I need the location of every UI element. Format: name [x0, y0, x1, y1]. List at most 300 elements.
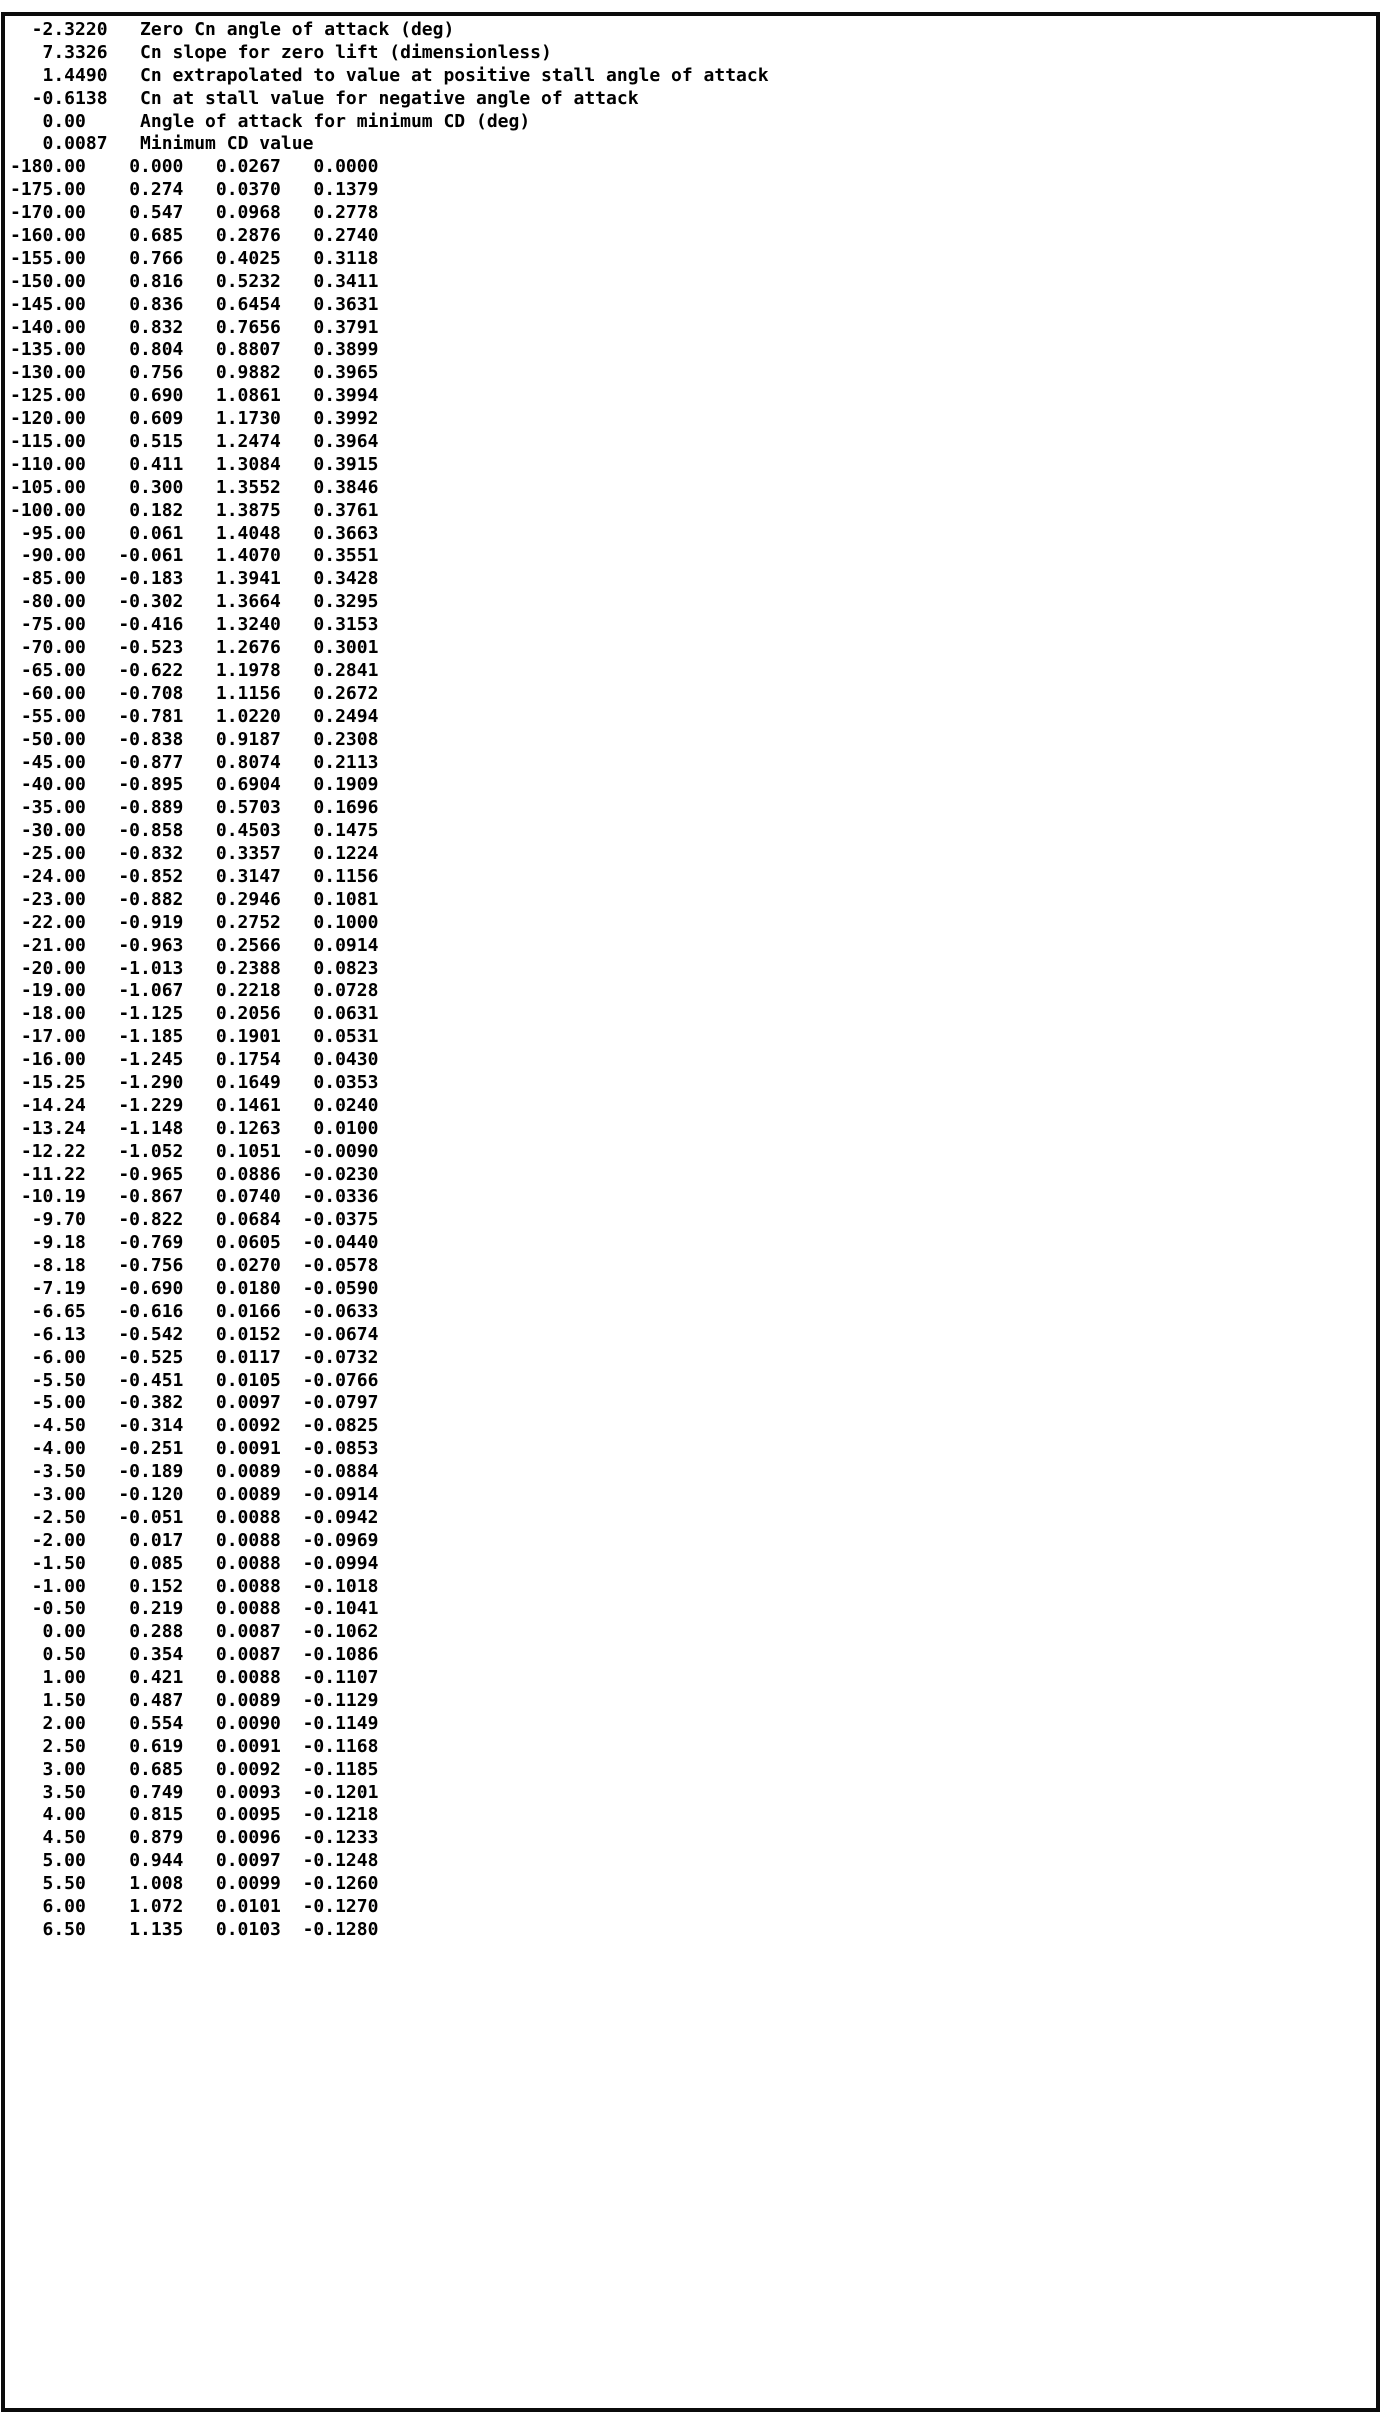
- cd-cell: 0.0087: [215, 1621, 281, 1643]
- cd-cell: 0.1649: [215, 1071, 281, 1093]
- angle-of-attack-cell: -35.00: [20, 797, 86, 819]
- angle-of-attack-cell: -20.00: [20, 957, 86, 979]
- angle-of-attack-cell: -130.00: [10, 362, 86, 384]
- cm-cell: 0.3791: [313, 316, 379, 338]
- table-row: [10, 1232, 1376, 1255]
- cd-cell: 0.0088: [215, 1598, 281, 1620]
- cd-cell: 0.0087: [215, 1644, 281, 1666]
- table-row: [10, 317, 1376, 340]
- table-row: [10, 1896, 1376, 1919]
- cm-cell: 0.3631: [313, 293, 379, 315]
- table-row: [10, 1644, 1376, 1667]
- table-row: [10, 797, 1376, 820]
- table-row: [10, 1438, 1376, 1461]
- header-param-value: 7.3326: [10, 41, 108, 63]
- table-row: [10, 1461, 1376, 1484]
- cm-cell: -0.0090: [302, 1140, 379, 1162]
- cl-cell: -0.858: [118, 820, 184, 842]
- cl-cell: 0.061: [129, 522, 184, 544]
- cd-cell: 0.2566: [215, 934, 281, 956]
- cl-cell: 0.515: [129, 431, 184, 453]
- cd-cell: 0.0099: [215, 1873, 281, 1895]
- table-row: [10, 1576, 1376, 1599]
- table-row: [10, 362, 1376, 385]
- cl-cell: -1.245: [118, 1049, 184, 1071]
- cl-cell: -0.183: [118, 568, 184, 590]
- cd-cell: 0.0097: [215, 1850, 281, 1872]
- header-param-description: Cn at stall value for negative angle of attack: [140, 87, 639, 109]
- angle-of-attack-cell: -11.22: [20, 1163, 86, 1185]
- cm-cell: 0.3153: [313, 614, 379, 636]
- cl-cell: 0.554: [129, 1712, 184, 1734]
- table-row: [10, 408, 1376, 431]
- angle-of-attack-cell: -75.00: [20, 614, 86, 636]
- cm-cell: 0.2672: [313, 682, 379, 704]
- cm-cell: 0.1379: [313, 179, 379, 201]
- angle-of-attack-cell: -100.00: [10, 499, 86, 521]
- table-row: [10, 1209, 1376, 1232]
- angle-of-attack-cell: 2.50: [42, 1735, 86, 1757]
- cd-cell: 0.2056: [215, 1003, 281, 1025]
- angle-of-attack-cell: -175.00: [10, 179, 86, 201]
- header-param-line: [10, 133, 1376, 156]
- angle-of-attack-cell: 6.00: [42, 1896, 86, 1918]
- table-row: [10, 1072, 1376, 1095]
- angle-of-attack-cell: -14.24: [20, 1094, 86, 1116]
- cm-cell: -0.0797: [302, 1392, 379, 1414]
- cm-cell: 0.3001: [313, 637, 379, 659]
- cm-cell: -0.0884: [302, 1461, 379, 1483]
- cd-cell: 1.0861: [215, 385, 281, 407]
- cd-cell: 0.0091: [215, 1438, 281, 1460]
- angle-of-attack-cell: -80.00: [20, 591, 86, 613]
- angle-of-attack-cell: -13.24: [20, 1117, 86, 1139]
- table-row: [10, 866, 1376, 889]
- cm-cell: -0.0994: [302, 1552, 379, 1574]
- cm-cell: 0.3964: [313, 431, 379, 453]
- cd-cell: 0.1461: [215, 1094, 281, 1116]
- table-row: [10, 454, 1376, 477]
- cm-cell: 0.1909: [313, 774, 379, 796]
- cm-cell: -0.0578: [302, 1255, 379, 1277]
- cm-cell: 0.2841: [313, 659, 379, 681]
- cl-cell: 1.072: [129, 1896, 184, 1918]
- cl-cell: -0.877: [118, 751, 184, 773]
- cm-cell: -0.1107: [302, 1667, 379, 1689]
- cd-cell: 0.3147: [215, 865, 281, 887]
- cl-cell: -0.867: [118, 1186, 184, 1208]
- cl-cell: 0.182: [129, 499, 184, 521]
- table-row: [10, 1804, 1376, 1827]
- table-row: [10, 1919, 1376, 1942]
- header-param-value: -2.3220: [10, 19, 108, 40]
- cl-cell: 0.274: [129, 179, 184, 201]
- header-param-line: [10, 42, 1376, 65]
- cm-cell: 0.3846: [313, 476, 379, 498]
- cl-cell: -1.125: [118, 1003, 184, 1025]
- cl-cell: -0.781: [118, 705, 184, 727]
- cl-cell: -0.542: [118, 1323, 184, 1345]
- cl-cell: 0.017: [129, 1529, 184, 1551]
- table-row: [10, 1827, 1376, 1850]
- cm-cell: 0.2308: [313, 728, 379, 750]
- angle-of-attack-cell: -22.00: [20, 911, 86, 933]
- cm-cell: 0.0000: [313, 156, 379, 178]
- cd-cell: 0.0091: [215, 1735, 281, 1757]
- cd-cell: 0.0089: [215, 1461, 281, 1483]
- cl-cell: -0.708: [118, 682, 184, 704]
- cm-cell: -0.0914: [302, 1484, 379, 1505]
- table-row: [10, 1667, 1376, 1690]
- angle-of-attack-cell: -25.00: [20, 843, 86, 865]
- angle-of-attack-cell: -4.00: [31, 1438, 86, 1460]
- angle-of-attack-cell: -6.00: [31, 1346, 86, 1368]
- header-param-line: [10, 19, 1376, 42]
- cl-cell: -1.052: [118, 1140, 184, 1162]
- angle-of-attack-cell: -19.00: [20, 980, 86, 1002]
- cm-cell: -0.0375: [302, 1209, 379, 1231]
- cm-cell: -0.1149: [302, 1712, 379, 1734]
- angle-of-attack-cell: -17.00: [20, 1026, 86, 1048]
- cm-cell: 0.2740: [313, 225, 379, 247]
- table-row: [10, 1003, 1376, 1026]
- cd-cell: 0.0089: [215, 1690, 281, 1712]
- table-row: [10, 889, 1376, 912]
- cl-cell: -0.314: [118, 1415, 184, 1437]
- cm-cell: 0.1224: [313, 843, 379, 865]
- table-row: [10, 568, 1376, 591]
- table-row: [10, 1484, 1376, 1507]
- header-param-value: 0.0087: [10, 133, 108, 155]
- angle-of-attack-cell: 5.00: [42, 1850, 86, 1872]
- header-param-value: -0.6138: [10, 87, 108, 109]
- cl-cell: -0.622: [118, 659, 184, 681]
- cm-cell: -0.0674: [302, 1323, 379, 1345]
- cd-cell: 0.0092: [215, 1415, 281, 1437]
- table-row: [10, 1278, 1376, 1301]
- angle-of-attack-cell: -115.00: [10, 431, 86, 453]
- cl-cell: -0.756: [118, 1255, 184, 1277]
- cl-cell: -0.120: [118, 1484, 184, 1505]
- angle-of-attack-cell: -145.00: [10, 293, 86, 315]
- cd-cell: 0.1263: [215, 1117, 281, 1139]
- header-param-line: [10, 88, 1376, 111]
- cl-cell: -0.382: [118, 1392, 184, 1414]
- table-row: [10, 1690, 1376, 1713]
- cd-cell: 0.0090: [215, 1712, 281, 1734]
- cl-cell: -0.832: [118, 843, 184, 865]
- table-row: [10, 637, 1376, 660]
- cm-cell: 0.1696: [313, 797, 379, 819]
- angle-of-attack-cell: -60.00: [20, 682, 86, 704]
- cd-cell: 0.2388: [215, 957, 281, 979]
- header-param-description: Zero Cn angle of attack (deg): [140, 19, 455, 40]
- cd-cell: 0.0740: [215, 1186, 281, 1208]
- cm-cell: -0.1062: [302, 1621, 379, 1643]
- table-row: [10, 1598, 1376, 1621]
- table-row: [10, 706, 1376, 729]
- cd-cell: 0.0968: [215, 202, 281, 224]
- cl-cell: -1.229: [118, 1094, 184, 1116]
- table-row: [10, 1049, 1376, 1072]
- cl-cell: 0.421: [129, 1667, 184, 1689]
- cd-cell: 1.3664: [215, 591, 281, 613]
- cl-cell: 0.219: [129, 1598, 184, 1620]
- cl-cell: -1.067: [118, 980, 184, 1002]
- table-row: [10, 1347, 1376, 1370]
- cm-cell: -0.0825: [302, 1415, 379, 1437]
- cd-cell: 0.0166: [215, 1300, 281, 1322]
- cm-cell: -0.1018: [302, 1575, 379, 1597]
- angle-of-attack-cell: -18.00: [20, 1003, 86, 1025]
- cm-cell: 0.3992: [313, 408, 379, 430]
- cd-cell: 0.0089: [215, 1484, 281, 1505]
- cd-cell: 0.0092: [215, 1758, 281, 1780]
- table-row: [10, 1759, 1376, 1782]
- angle-of-attack-cell: -55.00: [20, 705, 86, 727]
- cd-cell: 0.0096: [215, 1827, 281, 1849]
- table-row: [10, 431, 1376, 454]
- cd-cell: 0.2218: [215, 980, 281, 1002]
- cl-cell: 0.288: [129, 1621, 184, 1643]
- table-row: [10, 202, 1376, 225]
- cl-cell: 0.685: [129, 1758, 184, 1780]
- cl-cell: -0.882: [118, 888, 184, 910]
- cm-cell: -0.0590: [302, 1277, 379, 1299]
- table-row: [10, 477, 1376, 500]
- cd-cell: 0.1901: [215, 1026, 281, 1048]
- table-row: [10, 729, 1376, 752]
- cm-cell: -0.1270: [302, 1896, 379, 1918]
- cl-cell: -0.852: [118, 865, 184, 887]
- cd-cell: 1.1978: [215, 659, 281, 681]
- cm-cell: 0.0353: [313, 1071, 379, 1093]
- cd-cell: 0.0103: [215, 1918, 281, 1940]
- cd-cell: 0.0267: [215, 156, 281, 178]
- cl-cell: 0.816: [129, 270, 184, 292]
- cd-cell: 0.5232: [215, 270, 281, 292]
- cd-cell: 0.0088: [215, 1552, 281, 1574]
- header-param-value: 0.00: [10, 110, 86, 132]
- cm-cell: -0.1041: [302, 1598, 379, 1620]
- cm-cell: 0.0531: [313, 1026, 379, 1048]
- cl-cell: 0.804: [129, 339, 184, 361]
- header-param-description: Cn extrapolated to value at positive stall angle of attack: [140, 64, 769, 86]
- cm-cell: 0.0430: [313, 1049, 379, 1071]
- cm-cell: 0.0728: [313, 980, 379, 1002]
- angle-of-attack-cell: -30.00: [20, 820, 86, 842]
- cm-cell: 0.3663: [313, 522, 379, 544]
- angle-of-attack-cell: -12.22: [20, 1140, 86, 1162]
- table-row: [10, 1415, 1376, 1438]
- cm-cell: 0.3295: [313, 591, 379, 613]
- cd-cell: 0.4503: [215, 820, 281, 842]
- angle-of-attack-cell: 3.00: [42, 1758, 86, 1780]
- angle-of-attack-cell: 2.00: [42, 1712, 86, 1734]
- angle-of-attack-cell: -15.25: [20, 1071, 86, 1093]
- table-row: [10, 339, 1376, 362]
- cd-cell: 0.0088: [215, 1529, 281, 1551]
- table-row: [10, 935, 1376, 958]
- cm-cell: 0.1000: [313, 911, 379, 933]
- cl-cell: -0.965: [118, 1163, 184, 1185]
- angle-of-attack-cell: -16.00: [20, 1049, 86, 1071]
- cl-cell: -0.189: [118, 1461, 184, 1483]
- document-page: [1, 12, 1380, 2412]
- cl-cell: -0.690: [118, 1277, 184, 1299]
- angle-of-attack-cell: -85.00: [20, 568, 86, 590]
- angle-of-attack-cell: -10.19: [20, 1186, 86, 1208]
- cm-cell: 0.2494: [313, 705, 379, 727]
- angle-of-attack-cell: -45.00: [20, 751, 86, 773]
- airfoil-data-text: [5, 16, 1376, 1942]
- table-row: [10, 1850, 1376, 1873]
- angle-of-attack-cell: 1.50: [42, 1690, 86, 1712]
- cm-cell: 0.2778: [313, 202, 379, 224]
- angle-of-attack-cell: -9.18: [31, 1232, 86, 1254]
- angle-of-attack-cell: -5.00: [31, 1392, 86, 1414]
- table-row: [10, 820, 1376, 843]
- cm-cell: -0.0853: [302, 1438, 379, 1460]
- cl-cell: 0.685: [129, 225, 184, 247]
- angle-of-attack-cell: -120.00: [10, 408, 86, 430]
- cl-cell: -0.251: [118, 1438, 184, 1460]
- cm-cell: -0.0336: [302, 1186, 379, 1208]
- cm-cell: 0.3118: [313, 247, 379, 269]
- table-row: [10, 752, 1376, 775]
- cl-cell: -0.895: [118, 774, 184, 796]
- angle-of-attack-cell: 0.50: [42, 1644, 86, 1666]
- cm-cell: -0.1168: [302, 1735, 379, 1757]
- cm-cell: 0.2113: [313, 751, 379, 773]
- cl-cell: -0.769: [118, 1232, 184, 1254]
- table-row: [10, 1782, 1376, 1805]
- cl-cell: 1.135: [129, 1918, 184, 1940]
- cl-cell: -0.838: [118, 728, 184, 750]
- cl-cell: 0.300: [129, 476, 184, 498]
- table-row: [10, 1255, 1376, 1278]
- angle-of-attack-cell: -3.50: [31, 1461, 86, 1483]
- cl-cell: -0.416: [118, 614, 184, 636]
- cl-cell: 0.766: [129, 247, 184, 269]
- cm-cell: 0.3899: [313, 339, 379, 361]
- table-row: [10, 1095, 1376, 1118]
- cd-cell: 1.4048: [215, 522, 281, 544]
- angle-of-attack-cell: 1.00: [42, 1667, 86, 1689]
- cl-cell: -0.822: [118, 1209, 184, 1231]
- cd-cell: 1.2474: [215, 431, 281, 453]
- cd-cell: 0.0095: [215, 1804, 281, 1826]
- cd-cell: 1.1730: [215, 408, 281, 430]
- cl-cell: -1.290: [118, 1071, 184, 1093]
- cl-cell: 1.008: [129, 1873, 184, 1895]
- header-param-value: 1.4490: [10, 64, 108, 86]
- cm-cell: -0.0942: [302, 1506, 379, 1528]
- angle-of-attack-cell: -70.00: [20, 637, 86, 659]
- cl-cell: -0.302: [118, 591, 184, 613]
- cm-cell: 0.0823: [313, 957, 379, 979]
- table-row: [10, 156, 1376, 179]
- table-row: [10, 683, 1376, 706]
- cd-cell: 0.0270: [215, 1255, 281, 1277]
- angle-of-attack-cell: -40.00: [20, 774, 86, 796]
- cd-cell: 0.0886: [215, 1163, 281, 1185]
- angle-of-attack-cell: -110.00: [10, 453, 86, 475]
- cm-cell: -0.1086: [302, 1644, 379, 1666]
- cm-cell: 0.1081: [313, 888, 379, 910]
- table-row: [10, 1026, 1376, 1049]
- cd-cell: 0.2876: [215, 225, 281, 247]
- table-row: [10, 1164, 1376, 1187]
- cl-cell: -1.185: [118, 1026, 184, 1048]
- table-row: [10, 1118, 1376, 1141]
- cd-cell: 0.2752: [215, 911, 281, 933]
- cd-cell: 1.4070: [215, 545, 281, 567]
- cd-cell: 0.0684: [215, 1209, 281, 1231]
- angle-of-attack-cell: 0.00: [42, 1621, 86, 1643]
- angle-of-attack-cell: 5.50: [42, 1873, 86, 1895]
- cd-cell: 0.1754: [215, 1049, 281, 1071]
- table-row: [10, 1553, 1376, 1576]
- cd-cell: 0.1051: [215, 1140, 281, 1162]
- cl-cell: 0.619: [129, 1735, 184, 1757]
- table-row: [10, 912, 1376, 935]
- angle-of-attack-cell: 4.50: [42, 1827, 86, 1849]
- cm-cell: -0.0230: [302, 1163, 379, 1185]
- cd-cell: 0.4025: [215, 247, 281, 269]
- cd-cell: 0.0101: [215, 1896, 281, 1918]
- cm-cell: 0.1156: [313, 865, 379, 887]
- cd-cell: 0.0605: [215, 1232, 281, 1254]
- table-row: [10, 614, 1376, 637]
- angle-of-attack-cell: -135.00: [10, 339, 86, 361]
- cm-cell: 0.1475: [313, 820, 379, 842]
- header-param-description: Minimum CD value: [140, 133, 314, 155]
- cm-cell: 0.0914: [313, 934, 379, 956]
- table-row: [10, 660, 1376, 683]
- cl-cell: 0.000: [129, 156, 184, 178]
- cl-cell: 0.547: [129, 202, 184, 224]
- cm-cell: -0.1218: [302, 1804, 379, 1826]
- table-row: [10, 1370, 1376, 1393]
- table-row: [10, 1530, 1376, 1553]
- cl-cell: -0.919: [118, 911, 184, 933]
- cl-cell: -0.525: [118, 1346, 184, 1368]
- cd-cell: 0.6904: [215, 774, 281, 796]
- cm-cell: -0.1260: [302, 1873, 379, 1895]
- table-row: [10, 385, 1376, 408]
- cd-cell: 0.0117: [215, 1346, 281, 1368]
- cl-cell: -0.451: [118, 1369, 184, 1391]
- cm-cell: 0.0631: [313, 1003, 379, 1025]
- cl-cell: 0.879: [129, 1827, 184, 1849]
- angle-of-attack-cell: -155.00: [10, 247, 86, 269]
- cl-cell: -0.963: [118, 934, 184, 956]
- table-row: [10, 774, 1376, 797]
- cl-cell: 0.487: [129, 1690, 184, 1712]
- cm-cell: 0.3551: [313, 545, 379, 567]
- cd-cell: 0.9882: [215, 362, 281, 384]
- cl-cell: -0.523: [118, 637, 184, 659]
- table-row: [10, 271, 1376, 294]
- table-row: [10, 294, 1376, 317]
- cd-cell: 1.2676: [215, 637, 281, 659]
- angle-of-attack-cell: -160.00: [10, 225, 86, 247]
- table-row: [10, 500, 1376, 523]
- angle-of-attack-cell: -2.50: [31, 1506, 86, 1528]
- cd-cell: 0.0088: [215, 1575, 281, 1597]
- table-row: [10, 1392, 1376, 1415]
